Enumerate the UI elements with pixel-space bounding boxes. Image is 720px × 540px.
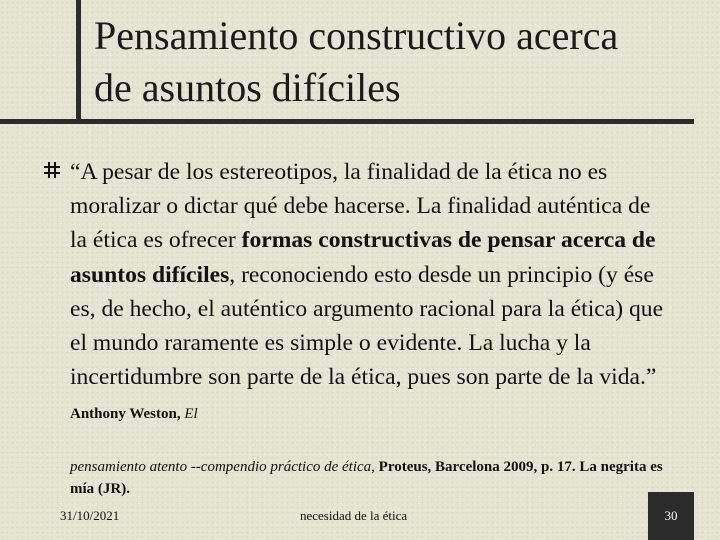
hash-bullet-icon <box>42 160 62 180</box>
quote-bold-phrase: formas constructivas de pensar acerca de asuntos difíciles <box>70 227 656 288</box>
footer-date: 31/10/2021 <box>60 508 120 523</box>
quote-text-end: , reconociendo esto desde un principio (y ése es, de hecho, el auténtico argumento racional para la ética) que el mundo raramente es simple o evidente. La lucha y la incertidumbre son parte de la ética, pues son parte de la vida.” <box>70 261 664 391</box>
book-title-start: El <box>184 406 198 423</box>
title-underline-bar <box>0 119 694 124</box>
page-number-text: 30 <box>664 508 678 523</box>
quote-text-start: “A pesar de los estereotipos, la finalidad de la ética no es moralizar o dictar qué debe hacerse. La finalidad auténtica de la ética es ofrecer <box>70 159 651 254</box>
footer-topic: necesidad de la ética <box>300 508 408 523</box>
title-vertical-bar <box>76 0 81 122</box>
slide-title <box>94 10 704 114</box>
author-name: Anthony Weston, <box>70 406 185 423</box>
citation-reference <box>70 456 670 500</box>
citation-publisher: Proteus, Barcelona 2009, p. 17. La negrita es mía (JR). <box>70 459 663 497</box>
quote-author <box>70 406 198 422</box>
title-line-1: Pensamiento constructivo acerca <box>94 13 619 58</box>
page-number <box>648 492 694 540</box>
title-line-2: de asuntos difíciles <box>94 65 401 110</box>
citation-book-title: pensamiento atento --compendio práctico de ética, <box>70 459 375 475</box>
quote-paragraph <box>70 155 670 432</box>
